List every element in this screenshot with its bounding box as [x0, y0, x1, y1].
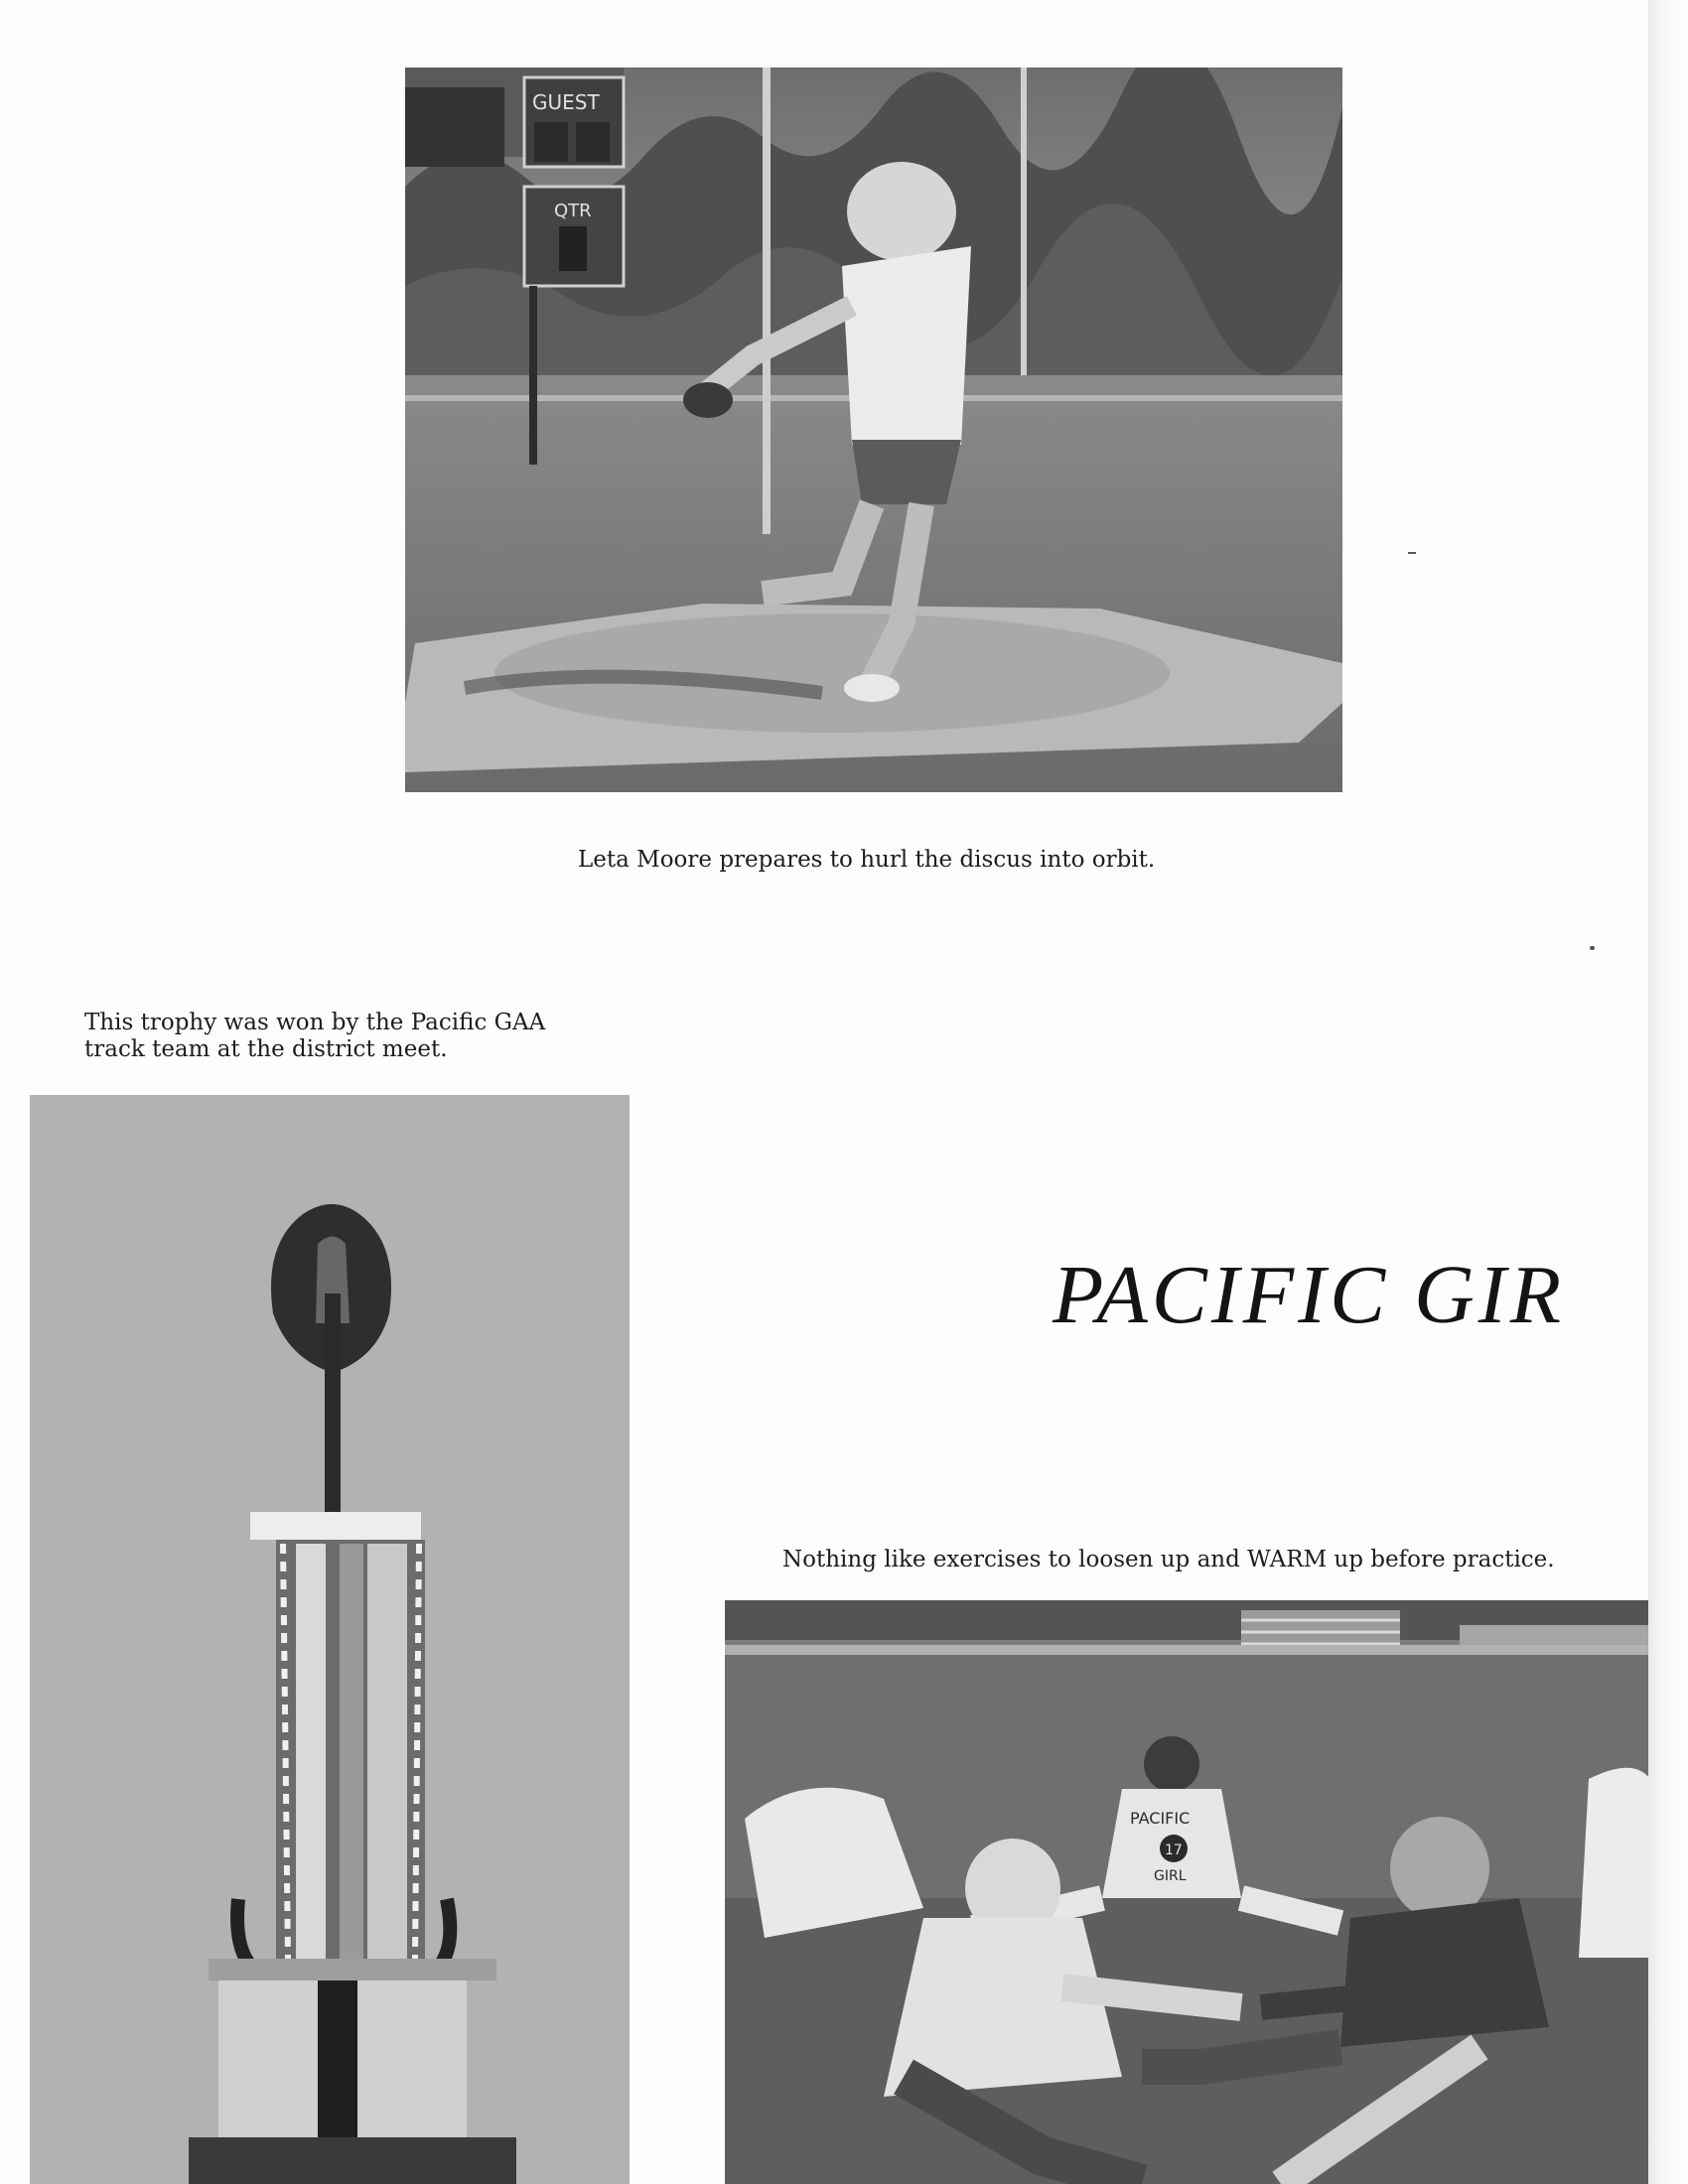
scoreboard-guest-label: GUEST [532, 90, 600, 114]
discus-photo-image [405, 68, 1342, 792]
discus-thrower-photo [405, 68, 1342, 792]
exercise-image [725, 1600, 1658, 2184]
stretching-exercise-photo [725, 1600, 1658, 2184]
exercise-caption: Nothing like exercises to loosen up and WARM up before practice. [782, 1547, 1555, 1572]
print-speck [1408, 552, 1416, 554]
discus-caption: Leta Moore prepares to hurl the discus into orbit. [578, 847, 1156, 873]
page-title: PACIFIC GIR [1053, 1249, 1566, 1341]
page-edge [1648, 0, 1688, 2184]
sweatshirt-text: PACIFIC [1130, 1809, 1191, 1828]
sweatshirt-bottom: GIRL [1154, 1868, 1187, 1884]
trophy-caption-line2: track team at the district meet. [84, 1036, 448, 1062]
scoreboard-qtr-label: QTR [554, 201, 592, 221]
trophy-image [30, 1095, 630, 2184]
trophy-caption-line1: This trophy was won by the Pacific GAA [84, 1010, 546, 1035]
print-speck-2 [1590, 946, 1595, 950]
trophy-photo [30, 1095, 630, 2184]
sweatshirt-number: 17 [1165, 1843, 1183, 1858]
